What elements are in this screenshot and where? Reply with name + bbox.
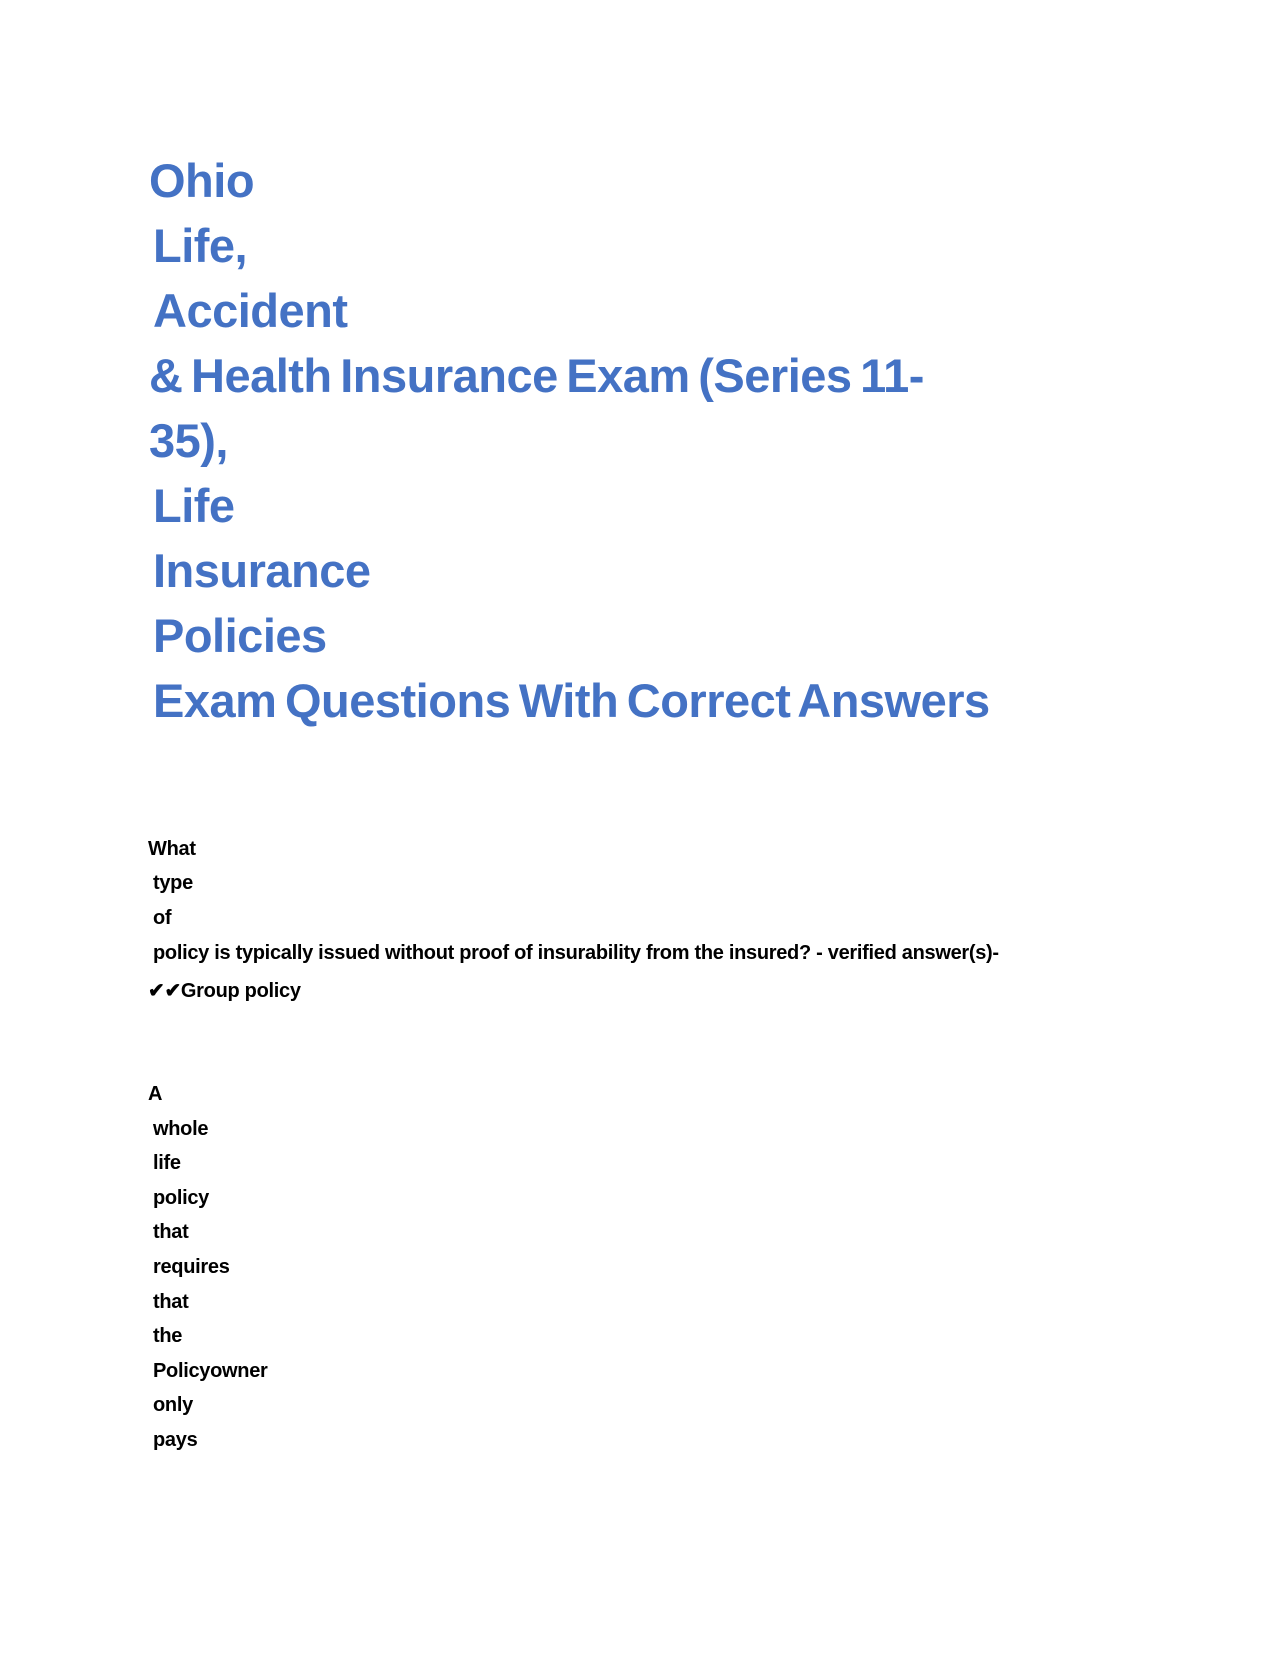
title-line: Policies	[153, 609, 327, 662]
question-line: that	[153, 1221, 189, 1243]
question-line: whole	[153, 1118, 209, 1140]
question-line: Policyowner	[153, 1360, 268, 1382]
question-line: of	[153, 907, 172, 929]
answer-text: ✔✔Group policy	[148, 980, 301, 1002]
title-line: Exam Questions With Correct Answers	[153, 674, 990, 727]
title-line: Ohio	[149, 154, 255, 207]
question-line: type	[153, 872, 193, 894]
question-line: the	[153, 1325, 183, 1347]
title-line: 35),	[149, 414, 228, 467]
question-line: pays	[153, 1429, 198, 1451]
question-line: policy	[153, 1187, 209, 1209]
question-line: life	[153, 1152, 181, 1174]
title-line: Accident	[153, 284, 348, 337]
question-line: only	[153, 1394, 193, 1416]
question-line: What	[148, 838, 196, 860]
title-line: & Health Insurance Exam (Series 11-	[149, 349, 924, 402]
question-line: A	[148, 1083, 163, 1105]
question-line: policy is typically issued without proof of insurability from the insured? - verified answer(s)-	[153, 942, 999, 964]
title-line: Insurance	[153, 544, 371, 597]
title-line: Life,	[153, 219, 248, 272]
title-line: Life	[153, 479, 235, 532]
question-line: that	[153, 1291, 189, 1313]
question-line: requires	[153, 1256, 230, 1278]
